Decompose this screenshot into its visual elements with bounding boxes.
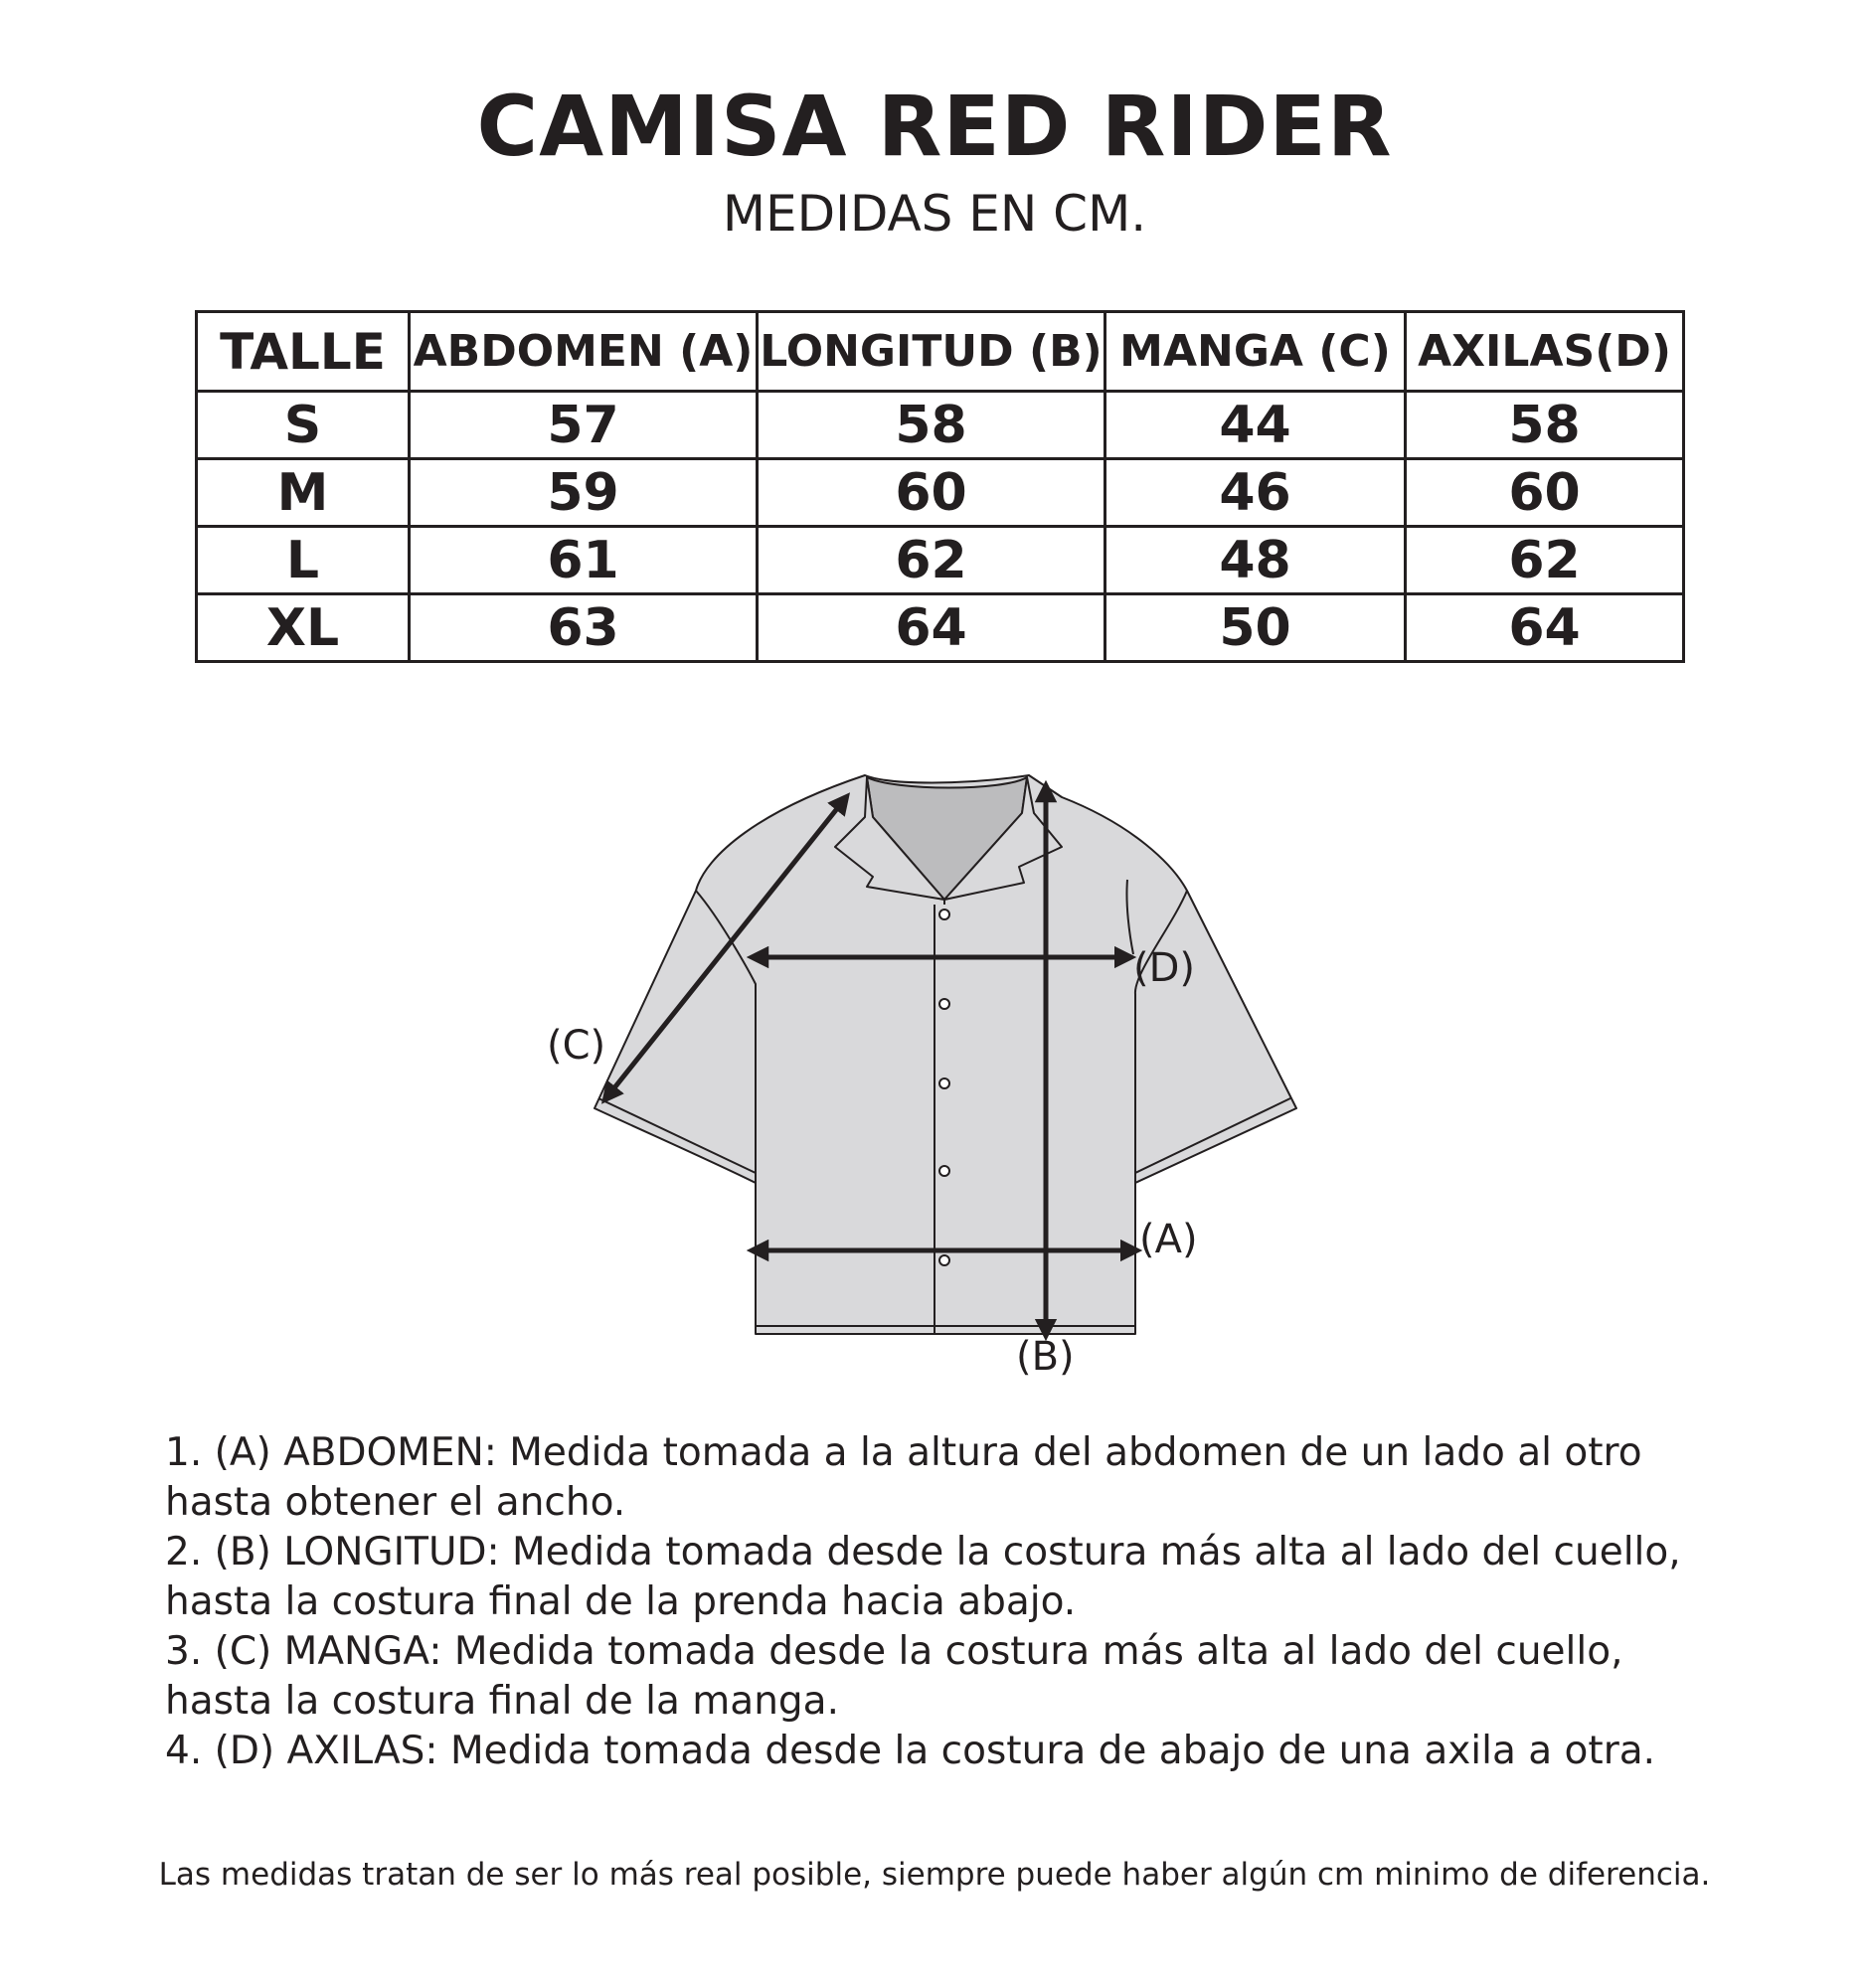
longitud-cell: 58 xyxy=(758,392,1105,459)
axilas-cell: 60 xyxy=(1406,459,1684,527)
abdomen-cell: 61 xyxy=(410,527,758,594)
note-line: 3. (C) MANGA: Medida tomada desde la costura más alta al lado del cuello, xyxy=(165,1629,1623,1674)
note-line: 2. (B) LONGITUD: Medida tomada desde la costura más alta al lado del cuello, xyxy=(165,1530,1681,1574)
disclaimer-footer: Las medidas tratan de ser lo más real posible, siempre puede haber algún cm minimo de diferencia. xyxy=(158,1857,1711,1893)
header-axilas: AXILAS(D) xyxy=(1406,312,1684,392)
shirt-measurement-diagram xyxy=(537,755,1332,1392)
size-cell: M xyxy=(197,459,410,527)
longitud-cell: 60 xyxy=(758,459,1105,527)
size-cell: L xyxy=(197,527,410,594)
table-row xyxy=(197,527,1684,594)
page-title: CAMISA RED RIDER xyxy=(476,78,1393,175)
abdomen-cell: 57 xyxy=(410,392,758,459)
manga-cell: 50 xyxy=(1105,594,1406,662)
table-header-row xyxy=(197,312,1684,392)
note-line: hasta la costura final de la prenda hacia abajo. xyxy=(165,1579,1077,1624)
header-manga: MANGA (C) xyxy=(1105,312,1406,392)
label-c: (C) xyxy=(547,1023,606,1069)
size-cell: XL xyxy=(197,594,410,662)
longitud-cell: 64 xyxy=(758,594,1105,662)
longitud-cell: 62 xyxy=(758,527,1105,594)
label-b: (B) xyxy=(1016,1334,1075,1380)
header-talle: TALLE xyxy=(197,312,410,392)
page-subtitle: MEDIDAS EN CM. xyxy=(722,185,1147,243)
axilas-cell: 58 xyxy=(1406,392,1684,459)
size-cell: S xyxy=(197,392,410,459)
label-d: (D) xyxy=(1133,945,1196,991)
table-row xyxy=(197,459,1684,527)
header-abdomen: ABDOMEN (A) xyxy=(410,312,758,392)
label-a: (A) xyxy=(1139,1217,1198,1262)
header-longitud: LONGITUD (B) xyxy=(758,312,1105,392)
manga-cell: 44 xyxy=(1105,392,1406,459)
axilas-cell: 64 xyxy=(1406,594,1684,662)
manga-cell: 48 xyxy=(1105,527,1406,594)
table-row xyxy=(197,594,1684,662)
measurement-notes xyxy=(165,1428,1756,1776)
note-line: 1. (A) ABDOMEN: Medida tomada a la altura del abdomen de un lado al otro xyxy=(165,1430,1642,1475)
note-line: hasta la costura final de la manga. xyxy=(165,1679,839,1724)
table-row xyxy=(197,392,1684,459)
note-line: 4. (D) AXILAS: Medida tomada desde la costura de abajo de una axila a otra. xyxy=(165,1729,1656,1773)
abdomen-cell: 59 xyxy=(410,459,758,527)
size-table xyxy=(195,310,1685,663)
axilas-cell: 62 xyxy=(1406,527,1684,594)
manga-cell: 46 xyxy=(1105,459,1406,527)
note-line: hasta obtener el ancho. xyxy=(165,1480,626,1525)
abdomen-cell: 63 xyxy=(410,594,758,662)
